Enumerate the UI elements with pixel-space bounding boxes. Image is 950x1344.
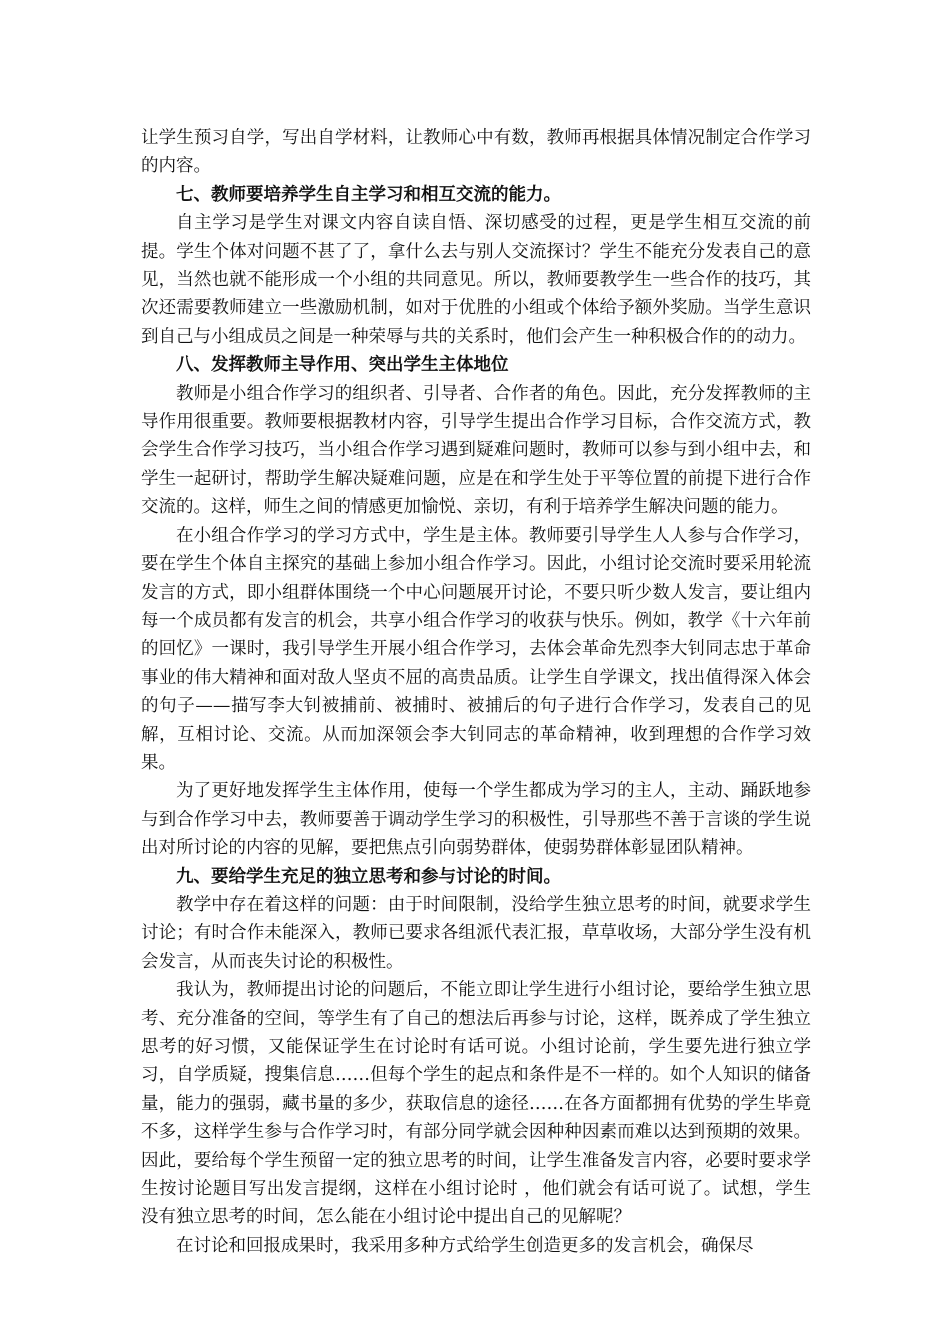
body-paragraph: 自主学习是学生对课文内容自读自悟、深切感受的过程，更是学生相互交流的前提。学生个体对问题不甚了了，拿什么去与别人交流探讨？学生不能充分发表自己的意见，当然也就不能形成一个小组的共同意见。所以，教师要教学生一些合作的技巧，其次还需要教师建立一些激励机制，如对于优胜的小组或个体给予额外奖励。当学生意识到自己与小组成员之间是一种荣辱与共的关系时，他们会产生一种积极合作的的动力。: [141, 213, 811, 347]
section-heading-8: 八、发挥教师主导作用、突出学生主体地位: [176, 355, 509, 376]
section-heading-7: 七、教师要培养学生自主学习和相互交流的能力。: [176, 184, 561, 205]
body-paragraph: 教师是小组合作学习的组织者、引导者、合作者的角色。因此，充分发挥教师的主导作用很重要。教师要根据教材内容，引导学生提出合作学习目标，合作交流方式，教会学生合作学习技巧，当小组合作学习遇到疑难问题时，教师可以参与到小组中去，和学生一起研讨，帮助学生解决疑难问题，应是在和学生处于平等位置的前提下进行合作交流的。这样，师生之间的情感更加愉悦、亲切，有利于培养学生解决问题的能力。: [141, 383, 811, 518]
body-paragraph: 教学中存在着这样的问题：由于时间限制，没给学生独立思考的时间，就要求学生讨论；有时合作未能深入，教师已要求各组派代表汇报，草草收场，大部分学生没有机会发言，从而丧失讨论的积极性。: [141, 894, 811, 972]
body-paragraph-continued: 让学生预习自学，写出自学材料，让教师心中有数，教师再根据具体情况制定合作学习的内容。: [141, 128, 811, 177]
body-paragraph: 在小组合作学习的学习方式中，学生是主体。教师要引导学生人人参与合作学习，要在学生个体自主探究的基础上参加小组合作学习。因此，小组讨论交流时要采用轮流发言的方式，即小组群体围绕一个中心问题展开讨论，不要只听少数人发言，要让组内每一个成员都有发言的机会，共享小组合作学习的收获与快乐。例如，教学《十六年前的回忆》一课时，我引导学生开展小组合作学习，去体会革命先烈李大钊同志忠于革命事业的伟大精神和面对敌人坚贞不屈的高贵品质。让学生自学课文，找出值得深入体会的句子——描写李大钊被捕前、被捕时、被捕后的句子进行合作学习，发表自己的见解，互相讨论、交流。从而加深领会李大钊同志的革命精神，收到理想的合作学习效果。: [141, 525, 811, 773]
body-paragraph: 在讨论和回报成果时，我采用多种方式给学生创造更多的发言机会，确保尽: [176, 1235, 754, 1256]
body-paragraph: 为了更好地发挥学生主体作用，使每一个学生都成为学习的主人，主动、踊跃地参与到合作学习中去，教师要善于调动学生学习的积极性，引导那些不善于言谈的学生说出对所讨论的内容的见解，要把焦点引向弱势群体，使弱势群体彰显团队精神。: [141, 781, 811, 859]
body-paragraph: 我认为，教师提出讨论的问题后，不能立即让学生进行小组讨论，要给学生独立思考、充分准备的空间，等学生有了自己的想法后再参与讨论，这样，既养成了学生独立思考的好习惯，又能保证学生在讨论时有话可说。小组讨论前，学生要先进行独立学习，自学质疑，搜集信息……但每个学生的起点和条件是不一样的。如个人知识的储备量，能力的强弱，藏书量的多少，获取信息的途径……在各方面都拥有优势的学生毕竟不多，这样学生参与合作学习时，有部分同学就会因种种因素而难以达到预期的效果。因此，要给每个学生预留一定的独立思考的时间，让学生准备发言内容，必要时要求学生按讨论题目写出发言提纲，这样在小组讨论时 ，他们就会有话可说了。试想，学生没有独立思考的时间，怎么能在小组讨论中提出自己的见解呢？: [141, 980, 811, 1228]
section-heading-9: 九、要给学生充足的独立思考和参与讨论的时间。: [176, 866, 561, 887]
document-page: [141, 124, 811, 1260]
